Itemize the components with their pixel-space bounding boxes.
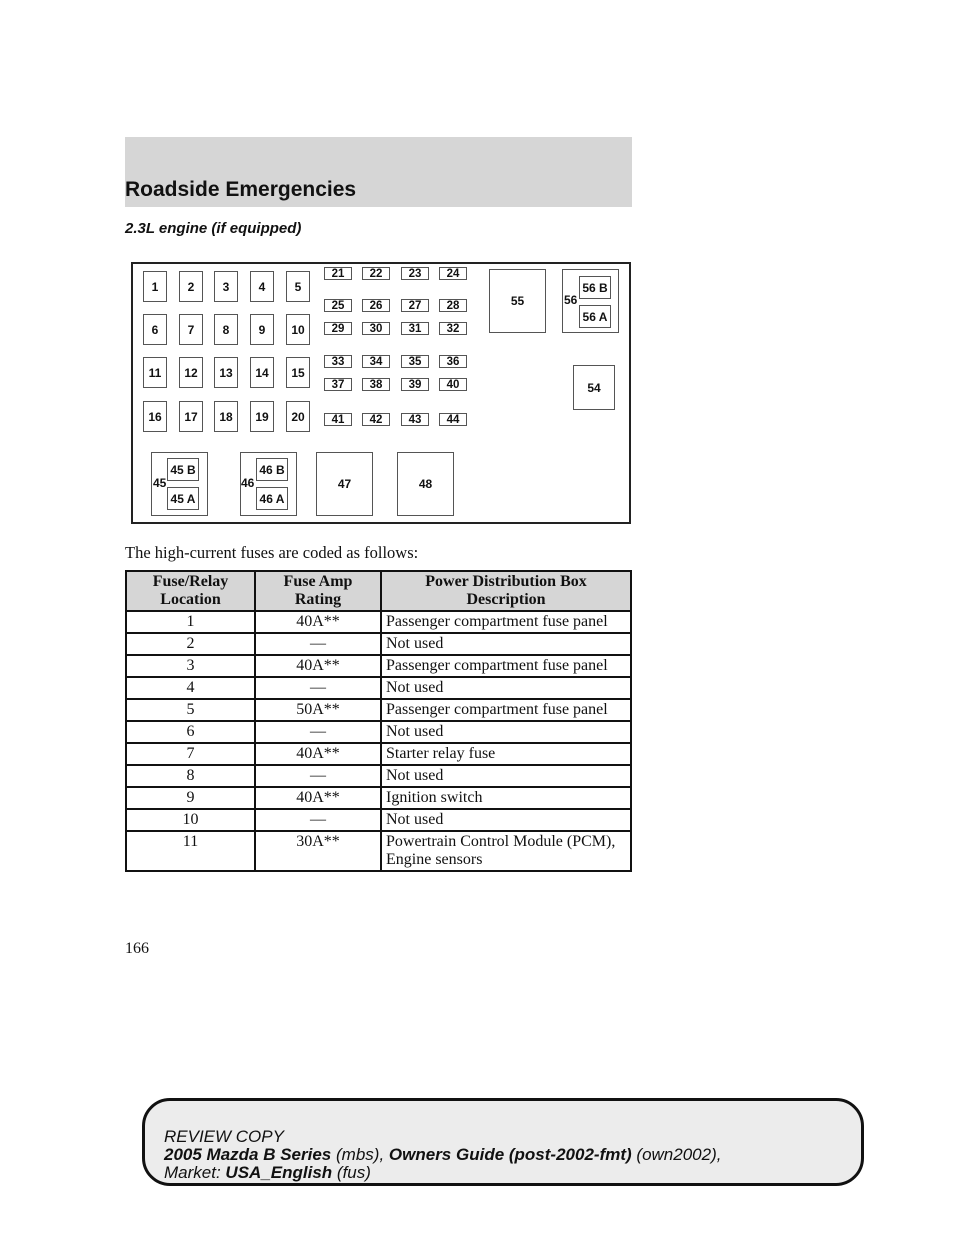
cell-rating: —	[255, 677, 381, 699]
fuse-37: 37	[324, 378, 352, 391]
cell-location: 9	[126, 787, 255, 809]
table-row	[126, 677, 631, 699]
relay-56-label: 56	[564, 293, 578, 307]
cell-rating: 30A**	[255, 831, 381, 871]
fuse-22: 22	[362, 267, 390, 280]
cell-location: 8	[126, 765, 255, 787]
fuse-table	[125, 570, 632, 872]
relay-48: 48	[397, 452, 454, 516]
cell-description: Passenger compartment fuse panel	[381, 611, 631, 633]
fuse-40: 40	[439, 378, 467, 391]
relay-45-label: 45	[153, 476, 167, 490]
footer-market-value: USA_English	[225, 1163, 333, 1182]
footer-review-copy: REVIEW COPY	[164, 1127, 284, 1146]
cell-rating: —	[255, 633, 381, 655]
cell-location: 1	[126, 611, 255, 633]
relay-46a: 46 A	[256, 487, 288, 510]
col-header-rating: Fuse Amp Rating	[255, 571, 381, 611]
fuse-17: 17	[179, 401, 203, 432]
fuse-26: 26	[362, 299, 390, 312]
fuse-25: 25	[324, 299, 352, 312]
col-header-description: Power Distribution Box Description	[381, 571, 631, 611]
footer-document-info	[164, 1146, 721, 1164]
cell-rating: —	[255, 765, 381, 787]
table-row	[126, 743, 631, 765]
footer-market-code: (fus)	[336, 1163, 371, 1182]
cell-rating: 40A**	[255, 787, 381, 809]
fuse-20: 20	[286, 401, 310, 432]
fuse-2: 2	[179, 271, 203, 302]
cell-description: Starter relay fuse	[381, 743, 631, 765]
relay-56a: 56 A	[579, 305, 611, 328]
fuse-32: 32	[439, 322, 467, 335]
fuse-8: 8	[214, 314, 238, 345]
cell-description: Powertrain Control Module (PCM), Engine sensors	[381, 831, 631, 871]
cell-description: Not used	[381, 765, 631, 787]
table-row	[126, 809, 631, 831]
footer-market-label: Market:	[164, 1163, 221, 1182]
cell-location: 6	[126, 721, 255, 743]
table-row	[126, 699, 631, 721]
fuse-1: 1	[143, 271, 167, 302]
footer-guide: Owners Guide (post-2002-fmt)	[388, 1145, 632, 1164]
table-row	[126, 721, 631, 743]
table-row	[126, 655, 631, 677]
relay-46b: 46 B	[256, 458, 288, 481]
table-row	[126, 633, 631, 655]
fuse-7: 7	[179, 314, 203, 345]
fuse-29: 29	[324, 322, 352, 335]
footer-guide-code: (own2002),	[636, 1145, 722, 1164]
fuse-16: 16	[143, 401, 167, 432]
fuse-9: 9	[250, 314, 274, 345]
cell-location: 11	[126, 831, 255, 871]
cell-location: 5	[126, 699, 255, 721]
fuse-38: 38	[362, 378, 390, 391]
fuse-11: 11	[143, 357, 167, 388]
fuse-19: 19	[250, 401, 274, 432]
cell-description: Passenger compartment fuse panel	[381, 655, 631, 677]
cell-description: Ignition switch	[381, 787, 631, 809]
fuse-42: 42	[362, 413, 390, 426]
fuse-18: 18	[214, 401, 238, 432]
fuse-23: 23	[401, 267, 429, 280]
page-number: 166	[125, 940, 149, 957]
fuse-31: 31	[401, 322, 429, 335]
relay-45b: 45 B	[167, 458, 199, 481]
cell-rating: —	[255, 809, 381, 831]
cell-description: Not used	[381, 677, 631, 699]
fuse-4: 4	[250, 271, 274, 302]
cell-description: Not used	[381, 809, 631, 831]
fuse-41: 41	[324, 413, 352, 426]
table-row	[126, 765, 631, 787]
relay-55: 55	[489, 269, 546, 333]
cell-rating: 40A**	[255, 611, 381, 633]
cell-description: Passenger compartment fuse panel	[381, 699, 631, 721]
relay-56b: 56 B	[579, 276, 611, 299]
fuse-6: 6	[143, 314, 167, 345]
table-row	[126, 831, 631, 871]
relay-47: 47	[316, 452, 373, 516]
fuse-44: 44	[439, 413, 467, 426]
fuse-34: 34	[362, 355, 390, 368]
fuse-box-diagram	[131, 262, 631, 524]
cell-description: Not used	[381, 633, 631, 655]
cell-location: 7	[126, 743, 255, 765]
fuse-43: 43	[401, 413, 429, 426]
footer-market	[164, 1164, 371, 1182]
cell-location: 3	[126, 655, 255, 677]
fuse-39: 39	[401, 378, 429, 391]
fuse-27: 27	[401, 299, 429, 312]
fuse-30: 30	[362, 322, 390, 335]
fuse-10: 10	[286, 314, 310, 345]
fuse-36: 36	[439, 355, 467, 368]
cell-rating: —	[255, 721, 381, 743]
relay-45a: 45 A	[167, 487, 199, 510]
col-header-location: Fuse/Relay Location	[126, 571, 255, 611]
footer-model: 2005 Mazda B Series	[164, 1145, 332, 1164]
cell-location: 4	[126, 677, 255, 699]
fuse-28: 28	[439, 299, 467, 312]
fuse-13: 13	[214, 357, 238, 388]
cell-location: 2	[126, 633, 255, 655]
cell-rating: 40A**	[255, 655, 381, 677]
cell-description: Not used	[381, 721, 631, 743]
fuse-5: 5	[286, 271, 310, 302]
cell-rating: 40A**	[255, 743, 381, 765]
subheading: 2.3L engine (if equipped)	[125, 220, 302, 237]
cell-rating: 50A**	[255, 699, 381, 721]
footer-model-code: (mbs),	[336, 1145, 385, 1164]
fuse-15: 15	[286, 357, 310, 388]
fuse-14: 14	[250, 357, 274, 388]
relay-46-label: 46	[241, 476, 255, 490]
fuse-21: 21	[324, 267, 352, 280]
section-title: Roadside Emergencies	[125, 178, 357, 201]
fuse-12: 12	[179, 357, 203, 388]
table-row	[126, 787, 631, 809]
cell-location: 10	[126, 809, 255, 831]
relay-54: 54	[573, 365, 615, 410]
fuse-3: 3	[214, 271, 238, 302]
fuse-33: 33	[324, 355, 352, 368]
fuse-24: 24	[439, 267, 467, 280]
intro-text: The high-current fuses are coded as follows:	[125, 543, 419, 562]
table-row	[126, 611, 631, 633]
fuse-35: 35	[401, 355, 429, 368]
